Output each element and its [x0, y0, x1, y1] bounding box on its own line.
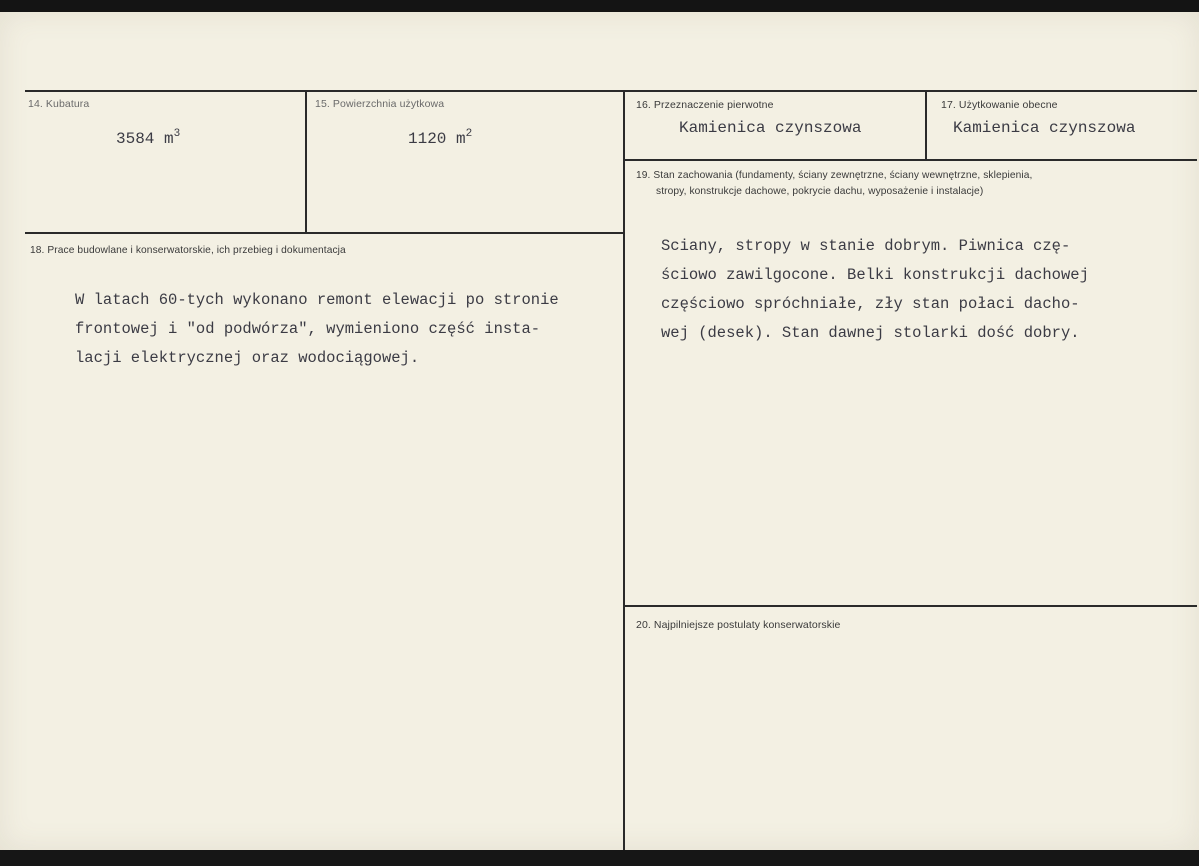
kubatura-number: 3584: [116, 130, 155, 148]
kubatura-value: [116, 130, 180, 148]
kubatura-unit-exponent: 3: [173, 128, 181, 140]
prace-line: frontowej i "od podwórza", wymieniono część insta-: [75, 320, 541, 338]
divider-16-17: [925, 90, 927, 160]
stan-text: [661, 232, 1089, 348]
stan-label-line-1: 19. Stan zachowania (fundamenty, ściany zewnętrzne, ściany wewnętrzne, sklepienia,: [636, 170, 1033, 181]
powierzchnia-unit-exponent: 2: [465, 128, 473, 140]
powierzchnia-value: [408, 130, 472, 148]
przeznaczenie-label: 16. Przeznaczenie pierwotne: [636, 99, 774, 111]
kubatura-label: 14. Kubatura: [28, 98, 90, 110]
stan-line: ściowo zawilgocone. Belki konstrukcji dachowej: [661, 266, 1089, 284]
divider-14-15: [305, 90, 307, 233]
main-column-divider: [623, 90, 625, 850]
uzytkowanie-label: 17. Użytkowanie obecne: [941, 99, 1058, 111]
rule-under-19: [623, 605, 1197, 607]
scan-bottom-edge: [0, 850, 1199, 866]
prace-label: 18. Prace budowlane i konserwatorskie, ich przebieg i dokumentacja: [30, 245, 346, 256]
powierzchnia-label: 15. Powierzchnia użytkowa: [315, 98, 445, 110]
prace-line: lacji elektrycznej oraz wodociągowej.: [75, 349, 420, 367]
rule-under-14-15: [25, 232, 625, 234]
top-rule: [25, 90, 1197, 92]
powierzchnia-number: 1120: [408, 130, 447, 148]
prace-line: W latach 60-tych wykonano remont elewacji po stronie: [75, 291, 559, 309]
kubatura-unit: m: [164, 130, 174, 148]
record-card: [0, 12, 1199, 850]
stan-line: Sciany, stropy w stanie dobrym. Piwnica czę-: [661, 237, 1071, 255]
powierzchnia-unit: m: [456, 130, 466, 148]
prace-text: [75, 286, 559, 373]
rule-under-16-17: [623, 159, 1197, 161]
stan-label-line-2: stropy, konstrukcje dachowe, pokrycie dachu, wyposażenie i instalacje): [656, 186, 984, 197]
przeznaczenie-value: Kamienica czynszowa: [679, 119, 862, 137]
stan-line: wej (desek). Stan dawnej stolarki dość dobry.: [661, 324, 1080, 342]
stan-line: częściowo spróchniałe, zły stan połaci dacho-: [661, 295, 1080, 313]
postulaty-label: 20. Najpilniejsze postulaty konserwatorskie: [636, 619, 841, 631]
uzytkowanie-value: Kamienica czynszowa: [953, 119, 1136, 137]
